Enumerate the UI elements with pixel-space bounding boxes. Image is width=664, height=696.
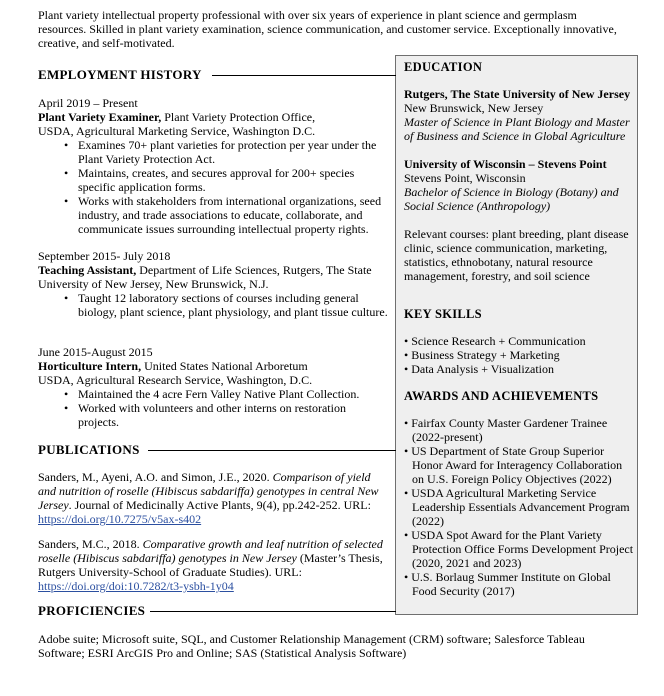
education-section <box>404 60 636 283</box>
job-entry <box>38 249 388 319</box>
school-location: Stevens Point, Wisconsin <box>404 171 526 185</box>
job-org: University of New Jersey, New Brunswick, N.J. <box>38 277 269 291</box>
degree-text: Master of Science in Plant Biology and Master of Business and Science in Global Agriculture <box>404 115 630 143</box>
job-entry <box>38 96 388 236</box>
awards-heading: AWARDS AND ACHIEVEMENTS <box>404 389 599 403</box>
job-dates: April 2019 – Present <box>38 96 138 110</box>
list-item: • Worked with volunteers and other interns on restoration projects. <box>64 401 346 429</box>
list-item: • Business Strategy + Marketing <box>404 348 560 362</box>
publication-title: Comparative growth and leaf nutrition of selected roselle (Hibiscus sabdariffa) genotypes in New Jersey <box>38 537 383 565</box>
key-skills-section <box>404 307 636 376</box>
job-title: Plant Variety Examiner, <box>38 110 162 124</box>
job-dates: June 2015-August 2015 <box>38 345 153 359</box>
list-item: • Science Research + Communication <box>404 334 586 348</box>
section-divider <box>148 450 396 451</box>
list-item: • Examines 70+ plant varieties for protection per year under the Plant Variety Protection Act. <box>64 138 377 166</box>
job-title: Teaching Assistant, <box>38 263 137 277</box>
proficiencies-text: Adobe suite; Microsoft suite, SQL, and Customer Relationship Management (CRM) software; Salesforce Tableau Software; ESRI ArcGIS Pro and Online; SAS (Statistical Analysis Software) <box>38 632 585 660</box>
list-item: • U.S. Borlaug Summer Institute on Global Food Security (2017) <box>404 570 611 598</box>
publications-heading: PUBLICATIONS <box>38 442 140 457</box>
doi-link[interactable]: https://doi.org/doi:10.7282/t3-ysbh-1y04 <box>38 579 234 593</box>
job-title: Horticulture Intern, <box>38 359 142 373</box>
job-org: USDA, Agricultural Research Service, Washington, D.C. <box>38 373 313 387</box>
proficiencies-heading: PROFICIENCIES <box>38 603 146 618</box>
education-heading: EDUCATION <box>404 60 483 74</box>
section-divider <box>150 611 396 612</box>
list-item: • Fairfax County Master Gardener Trainee (2022-present) <box>404 416 608 444</box>
job-org: USDA, Agricultural Marketing Service, Washington D.C. <box>38 124 316 138</box>
summary-paragraph: Plant variety intellectual property professional with over six years of experience in plant science and germplasm resources. Skilled in plant variety examination, science communication, and customer service. Exceptionally innovative, creative, and self-motivated. <box>38 8 617 50</box>
list-item: • Maintained the 4 acre Fern Valley Native Plant Collection. <box>64 387 360 401</box>
section-divider <box>212 75 396 76</box>
publication-entry: Sanders, M., Ayeni, A.O. and Simon, J.E., 2020. Comparison of yield and nutrition of roselle (Hibiscus sabdariffa) genotypes in central New Jersey. Journal of Medicinally Active Plants, 9(4), pp.242-252. URL: https://doi.org/10.7275/v5ax-s402 <box>38 470 379 526</box>
list-item: • USDA Agricultural Marketing Service Leadership Essentials Advancement Program (2022) <box>404 486 630 528</box>
employment-heading: EMPLOYMENT HISTORY <box>38 67 202 82</box>
school-name: University of Wisconsin – Stevens Point <box>404 157 607 171</box>
relevant-courses: Relevant courses: plant breeding, plant disease clinic, science communication, marketing, statistics, ethnobotany, natural resource management, forestry, and soil science <box>404 227 629 283</box>
sidebar-panel <box>395 55 638 615</box>
job-entry <box>38 345 388 429</box>
list-item: • Data Analysis + Visualization <box>404 362 555 376</box>
job-org: Department of Life Sciences, Rutgers, The State <box>136 263 372 277</box>
list-item: • USDA Spot Award for the Plant Variety Protection Office Forms Development Project (2020, 2021 and 2023) <box>404 528 634 570</box>
list-item: • Works with stakeholders from international organizations, seed industry, and trade associations to educate, collaborate, and communicate issues surrounding intellectual property rights. <box>64 194 382 236</box>
job-dates: September 2015- July 2018 <box>38 249 171 263</box>
school-location: New Brunswick, New Jersey <box>404 101 544 115</box>
school-name: Rutgers, The State University of New Jersey <box>404 87 631 101</box>
key-skills-heading: KEY SKILLS <box>404 307 482 321</box>
degree-text: Bachelor of Science in Biology (Botany) and Social Science (Anthropology) <box>404 185 619 213</box>
doi-link[interactable]: https://doi.org/10.7275/v5ax-s402 <box>38 512 202 526</box>
job-org: Plant Variety Protection Office, <box>161 110 316 124</box>
list-item: • Maintains, creates, and secures approval for 200+ species specific application forms. <box>64 166 355 194</box>
job-org: United States National Arboretum <box>141 359 308 373</box>
list-item: • US Department of State Group Superior Honor Award for Interagency Collaboration on U.S. Foreign Policy Objectives (2022) <box>404 444 623 486</box>
publication-entry: Sanders, M.C., 2018. Comparative growth and leaf nutrition of selected roselle (Hibiscus sabdariffa) genotypes in New Jersey (Master’s Thesis, Rutgers University-School of Graduate Studies). URL: https://doi.org/doi:10.7282/t3-ysbh-1y04 <box>38 537 383 593</box>
awards-section <box>404 389 636 598</box>
publication-title: Comparison of yield and nutrition of roselle (Hibiscus sabdariffa) genotypes in central New Jersey <box>38 470 379 512</box>
list-item: • Taught 12 laboratory sections of courses including general biology, plant science, plant physiology, and plant tissue culture. <box>64 291 388 319</box>
